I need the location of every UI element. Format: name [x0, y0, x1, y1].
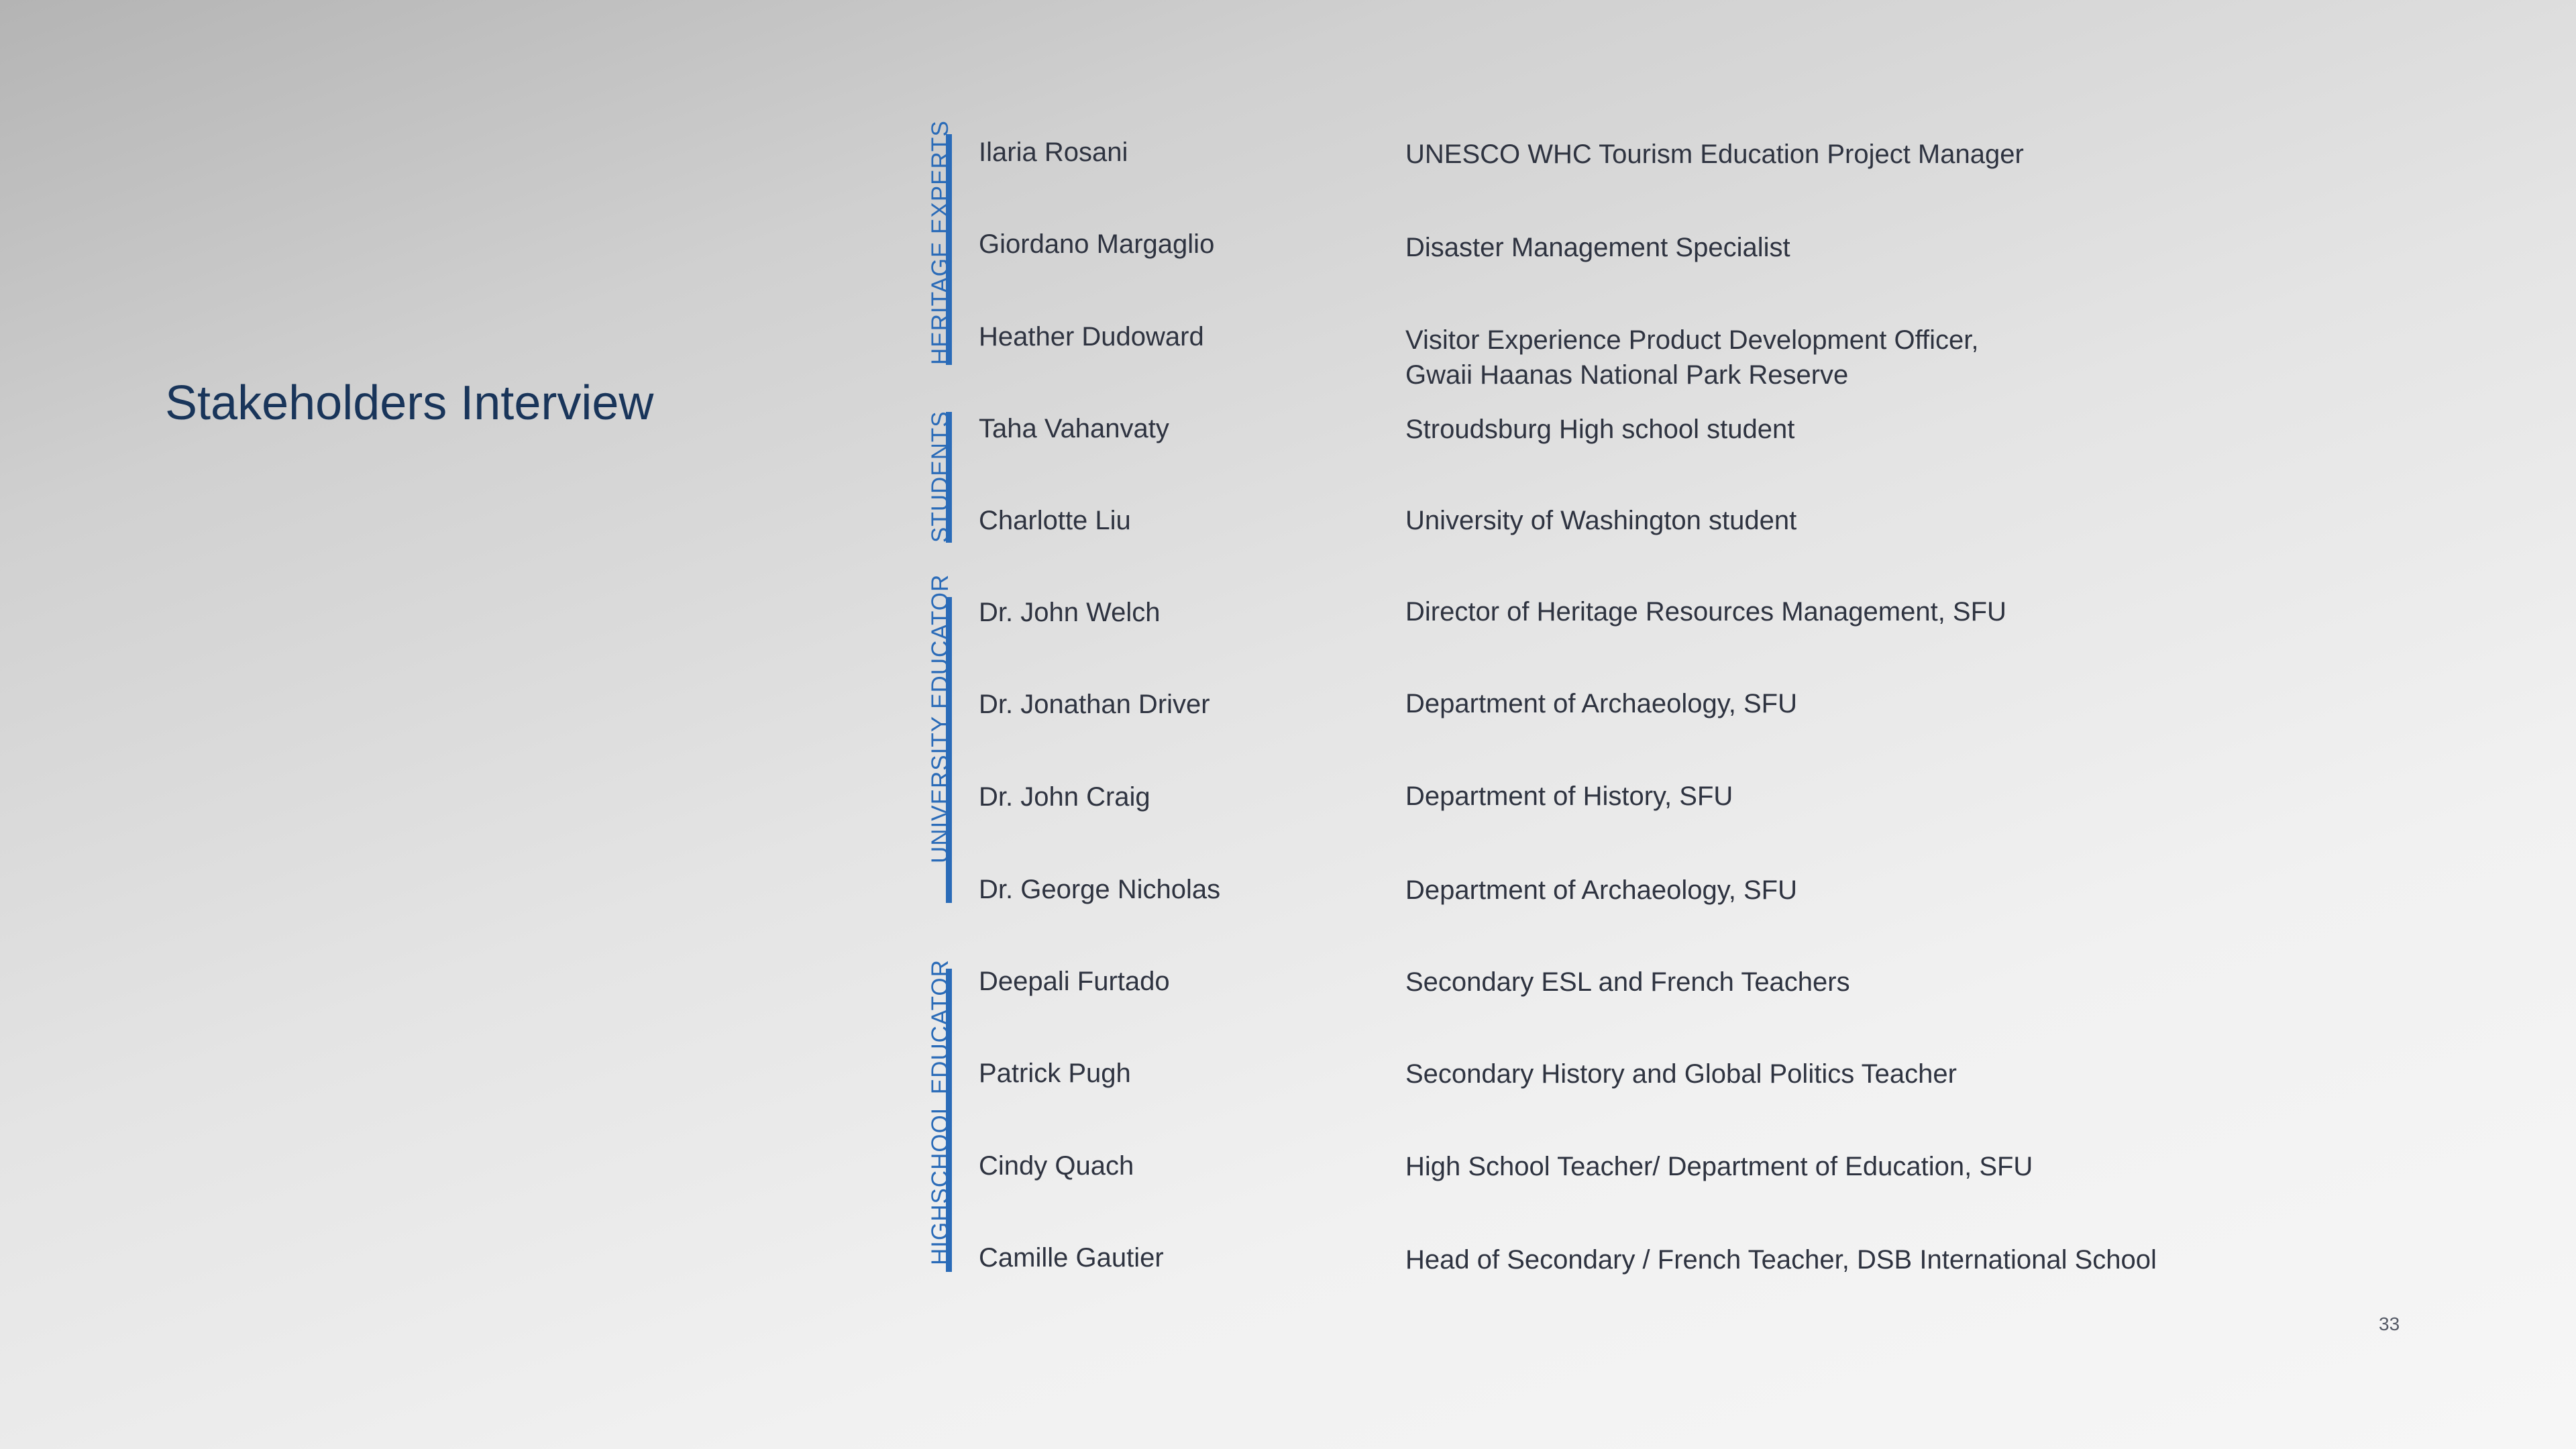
group-heritage-experts [899, 120, 953, 365]
person-role: Visitor Experience Product Development Officer, [1405, 325, 1979, 355]
slide-title: Stakeholders Interview [165, 376, 654, 430]
group-label: HIGHSCHOOL EDUCATOR [927, 959, 953, 1265]
person-role: Department of Archaeology, SFU [1405, 689, 1797, 718]
person-role: Department of Archaeology, SFU [1405, 875, 1797, 905]
person-role-line-2: Gwaii Haanas National Park Reserve [1405, 360, 1849, 390]
person-name: Camille Gautier [979, 1243, 1164, 1273]
person-name: Dr. John Welch [979, 598, 1161, 627]
person-role: Department of History, SFU [1405, 782, 1733, 811]
person-name: Dr. John Craig [979, 782, 1150, 812]
person-role: Disaster Management Specialist [1405, 233, 1790, 262]
person-name: Cindy Quach [979, 1151, 1134, 1181]
person-role: Director of Heritage Resources Management, SFU [1405, 597, 2006, 627]
person-role: Stroudsburg High school student [1405, 415, 1795, 444]
group-highschool-educator [899, 959, 953, 1272]
person-name: Patrick Pugh [979, 1059, 1131, 1088]
group-label: UNIVERSITY EDUCATOR [927, 574, 953, 863]
page-number: 33 [2379, 1313, 2400, 1334]
person-name: Dr. Jonathan Driver [979, 690, 1210, 719]
person-role: High School Teacher/ Department of Education, SFU [1405, 1152, 2033, 1181]
person-name: Heather Dudoward [979, 322, 1204, 352]
group-students [899, 412, 953, 543]
group-label: STUDENTS [927, 411, 953, 543]
person-name: Deepali Furtado [979, 967, 1170, 996]
group-university-educator [899, 574, 953, 903]
person-name: Taha Vahanvaty [979, 414, 1169, 443]
person-role: University of Washington student [1405, 506, 1797, 535]
person-role: Secondary History and Global Politics Teacher [1405, 1059, 1957, 1089]
person-role: Head of Secondary / French Teacher, DSB International School [1405, 1245, 2157, 1275]
person-role: UNESCO WHC Tourism Education Project Manager [1405, 140, 2024, 169]
person-role: Secondary ESL and French Teachers [1405, 967, 1850, 997]
person-name: Charlotte Liu [979, 506, 1131, 535]
person-name: Giordano Margaglio [979, 229, 1215, 259]
person-name: Dr. George Nicholas [979, 875, 1221, 904]
group-label: HERITAGE EXPERTS [927, 120, 953, 365]
person-name: Ilaria Rosani [979, 138, 1128, 167]
